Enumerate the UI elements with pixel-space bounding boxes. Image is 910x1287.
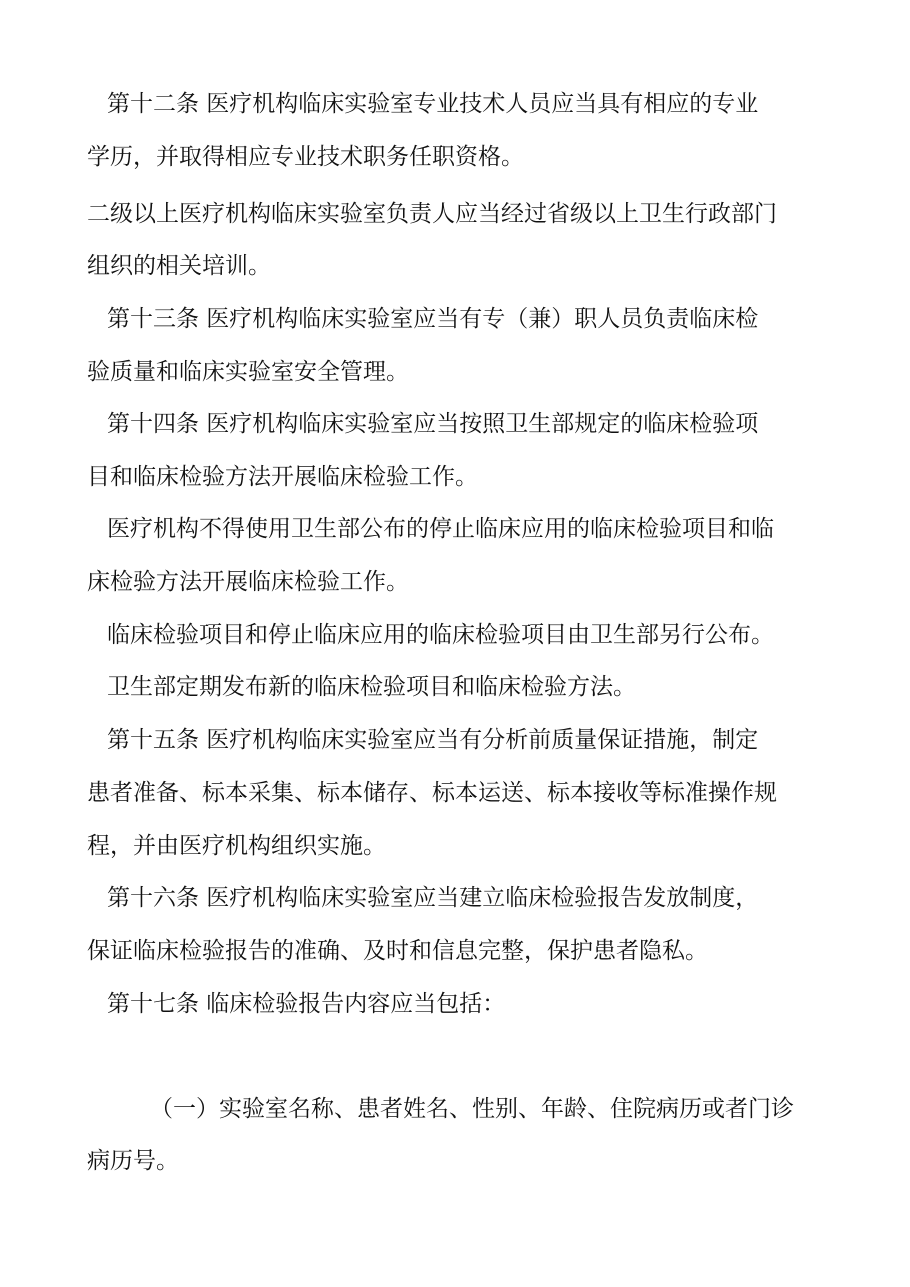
article-17-item-1-line-2: 病历号。 <box>87 1148 179 1174</box>
article-12-paragraph-2-line-1: 二级以上医疗机构临床实验室负责人应当经过省级以上卫生行政部门 <box>87 201 777 227</box>
article-12-paragraph-2-line-2: 组织的相关培训。 <box>87 253 271 279</box>
article-17-heading: 第十七条 临床检验报告内容应当包括： <box>107 991 506 1017</box>
article-16-line-2: 保证临床检验报告的准确、及时和信息完整，保护患者隐私。 <box>87 938 708 964</box>
article-15-line-3: 程，并由医疗机构组织实施。 <box>87 833 386 859</box>
article-14-paragraph-4: 卫生部定期发布新的临床检验项目和临床检验方法。 <box>107 674 636 700</box>
article-14-line-2: 目和临床检验方法开展临床检验工作。 <box>87 464 478 490</box>
article-14-paragraph-2-line-1: 医疗机构不得使用卫生部公布的停止临床应用的临床检验项目和临 <box>107 516 774 542</box>
article-14-paragraph-3: 临床检验项目和停止临床应用的临床检验项目由卫生部另行公布。 <box>107 622 774 648</box>
article-15-line-1: 第十五条 医疗机构临床实验室应当有分析前质量保证措施，制定 <box>107 727 759 753</box>
article-16-line-1: 第十六条 医疗机构临床实验室应当建立临床检验报告发放制度， <box>107 885 759 911</box>
article-14-paragraph-2-line-2: 床检验方法开展临床检验工作。 <box>87 569 409 595</box>
article-13-line-2: 验质量和临床实验室安全管理。 <box>87 359 409 385</box>
article-14-line-1: 第十四条 医疗机构临床实验室应当按照卫生部规定的临床检验项 <box>107 411 759 437</box>
article-17-item-1-line-1: （一）实验室名称、患者姓名、性别、年龄、住院病历或者门诊 <box>150 1096 794 1122</box>
article-13-line-1: 第十三条 医疗机构临床实验室应当有专（兼）职人员负责临床检 <box>107 306 759 332</box>
article-12-line-2: 学历，并取得相应专业技术职务任职资格。 <box>87 144 524 170</box>
article-12-line-1: 第十二条 医疗机构临床实验室专业技术人员应当具有相应的专业 <box>107 91 759 117</box>
article-15-line-2: 患者准备、标本采集、标本储存、标本运送、标本接收等标准操作规 <box>87 780 777 806</box>
